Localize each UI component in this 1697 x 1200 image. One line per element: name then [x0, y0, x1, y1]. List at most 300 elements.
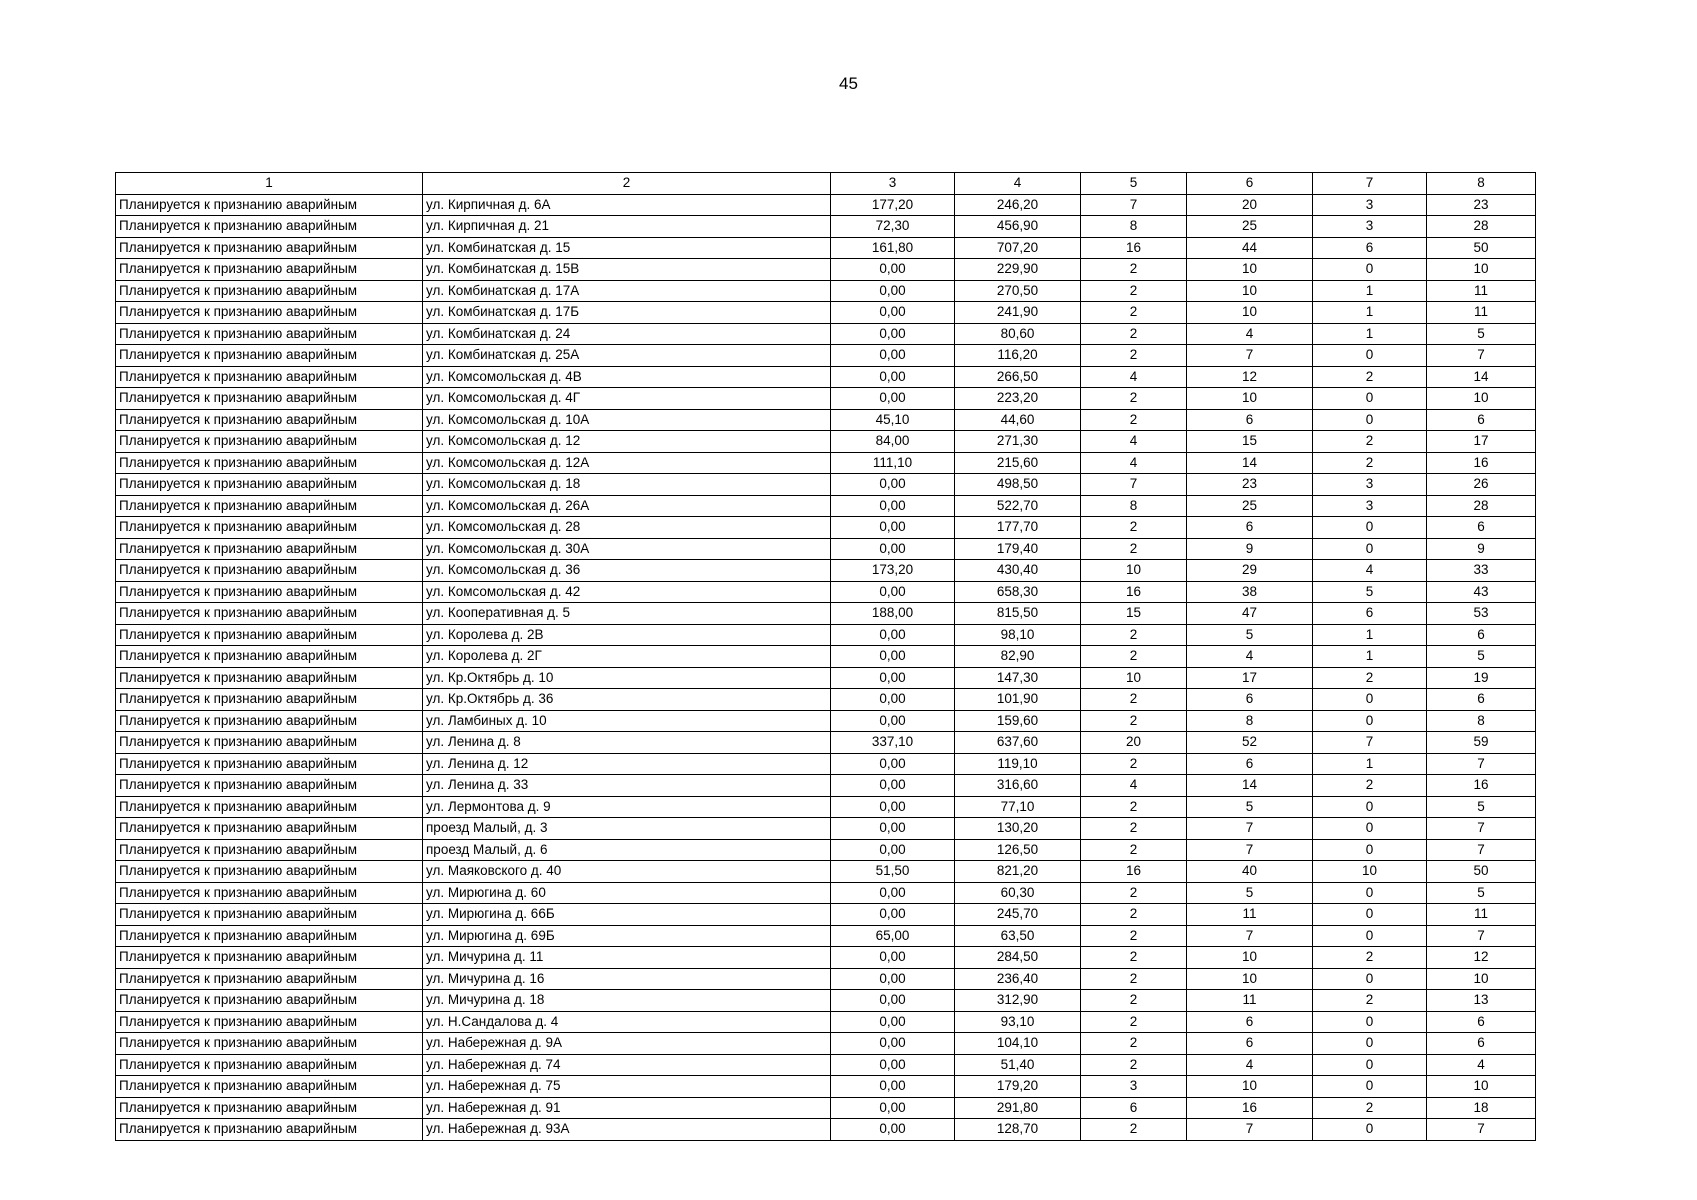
value-col4-cell: 236,40: [955, 968, 1081, 990]
table-row: [116, 474, 1536, 496]
value-col7-cell: 6: [1313, 603, 1427, 625]
value-col6-cell: 11: [1187, 990, 1313, 1012]
column-header-7: 7: [1313, 173, 1427, 195]
column-header-1: 1: [116, 173, 423, 195]
address-cell: ул. Мичурина д. 11: [423, 947, 831, 969]
table-row: [116, 431, 1536, 453]
table-row: [116, 302, 1536, 324]
value-col8-cell: 18: [1427, 1097, 1536, 1119]
table-row: [116, 968, 1536, 990]
value-col5-cell: 2: [1081, 345, 1187, 367]
address-cell: ул. Комсомольская д. 42: [423, 581, 831, 603]
address-cell: ул. Кр.Октябрь д. 36: [423, 689, 831, 711]
value-col4-cell: 223,20: [955, 388, 1081, 410]
value-col6-cell: 6: [1187, 1033, 1313, 1055]
value-col4-cell: 177,70: [955, 517, 1081, 539]
value-col3-cell: 177,20: [831, 194, 955, 216]
value-col4-cell: 119,10: [955, 753, 1081, 775]
table-row: [116, 796, 1536, 818]
status-cell: Планируется к признанию аварийным: [116, 1011, 423, 1033]
value-col3-cell: 0,00: [831, 323, 955, 345]
value-col3-cell: 0,00: [831, 689, 955, 711]
value-col5-cell: 2: [1081, 1011, 1187, 1033]
value-col7-cell: 2: [1313, 947, 1427, 969]
status-cell: Планируется к признанию аварийным: [116, 1119, 423, 1141]
value-col8-cell: 7: [1427, 1119, 1536, 1141]
address-cell: ул. Комсомольская д. 12: [423, 431, 831, 453]
value-col3-cell: 161,80: [831, 237, 955, 259]
address-cell: ул. Мичурина д. 18: [423, 990, 831, 1012]
table-row: [116, 818, 1536, 840]
table-header: [116, 173, 1536, 195]
value-col7-cell: 1: [1313, 646, 1427, 668]
value-col5-cell: 10: [1081, 667, 1187, 689]
address-cell: ул. Комбинатская д. 15В: [423, 259, 831, 281]
address-cell: ул. Набережная д. 74: [423, 1054, 831, 1076]
value-col3-cell: 0,00: [831, 624, 955, 646]
address-cell: ул. Набережная д. 9А: [423, 1033, 831, 1055]
value-col8-cell: 19: [1427, 667, 1536, 689]
value-col4-cell: 498,50: [955, 474, 1081, 496]
value-col7-cell: 2: [1313, 990, 1427, 1012]
status-cell: Планируется к признанию аварийным: [116, 581, 423, 603]
status-cell: Планируется к признанию аварийным: [116, 259, 423, 281]
value-col7-cell: 0: [1313, 710, 1427, 732]
value-col5-cell: 2: [1081, 839, 1187, 861]
value-col5-cell: 2: [1081, 259, 1187, 281]
value-col8-cell: 50: [1427, 237, 1536, 259]
value-col3-cell: 0,00: [831, 259, 955, 281]
table-row: [116, 624, 1536, 646]
column-header-2: 2: [423, 173, 831, 195]
value-col4-cell: 456,90: [955, 216, 1081, 238]
value-col7-cell: 2: [1313, 667, 1427, 689]
value-col4-cell: 98,10: [955, 624, 1081, 646]
value-col3-cell: 0,00: [831, 646, 955, 668]
value-col3-cell: 0,00: [831, 990, 955, 1012]
value-col5-cell: 4: [1081, 452, 1187, 474]
value-col3-cell: 84,00: [831, 431, 955, 453]
address-cell: ул. Комсомольская д. 18: [423, 474, 831, 496]
value-col6-cell: 4: [1187, 323, 1313, 345]
value-col8-cell: 6: [1427, 689, 1536, 711]
column-header-6: 6: [1187, 173, 1313, 195]
value-col7-cell: 1: [1313, 624, 1427, 646]
value-col6-cell: 4: [1187, 1054, 1313, 1076]
value-col7-cell: 0: [1313, 968, 1427, 990]
address-cell: ул. Маяковского д. 40: [423, 861, 831, 883]
value-col3-cell: 0,00: [831, 1011, 955, 1033]
value-col8-cell: 53: [1427, 603, 1536, 625]
value-col5-cell: 2: [1081, 968, 1187, 990]
value-col6-cell: 12: [1187, 366, 1313, 388]
value-col6-cell: 7: [1187, 345, 1313, 367]
value-col4-cell: 101,90: [955, 689, 1081, 711]
value-col5-cell: 3: [1081, 1076, 1187, 1098]
status-cell: Планируется к признанию аварийным: [116, 861, 423, 883]
value-col3-cell: 45,10: [831, 409, 955, 431]
value-col5-cell: 2: [1081, 302, 1187, 324]
value-col7-cell: 0: [1313, 904, 1427, 926]
value-col7-cell: 5: [1313, 581, 1427, 603]
value-col6-cell: 6: [1187, 409, 1313, 431]
address-cell: ул. Кирпичная д. 21: [423, 216, 831, 238]
address-cell: ул. Комсомольская д. 28: [423, 517, 831, 539]
value-col7-cell: 3: [1313, 194, 1427, 216]
value-col3-cell: 0,00: [831, 1033, 955, 1055]
value-col8-cell: 28: [1427, 216, 1536, 238]
value-col7-cell: 0: [1313, 1076, 1427, 1098]
value-col5-cell: 2: [1081, 624, 1187, 646]
value-col5-cell: 2: [1081, 1119, 1187, 1141]
table-row: [116, 667, 1536, 689]
value-col3-cell: 0,00: [831, 775, 955, 797]
value-col4-cell: 116,20: [955, 345, 1081, 367]
value-col5-cell: 2: [1081, 882, 1187, 904]
status-cell: Планируется к признанию аварийным: [116, 904, 423, 926]
value-col8-cell: 23: [1427, 194, 1536, 216]
value-col3-cell: 0,00: [831, 968, 955, 990]
status-cell: Планируется к признанию аварийным: [116, 237, 423, 259]
value-col6-cell: 6: [1187, 753, 1313, 775]
value-col5-cell: 4: [1081, 366, 1187, 388]
value-col6-cell: 6: [1187, 1011, 1313, 1033]
value-col7-cell: 7: [1313, 732, 1427, 754]
address-cell: проезд Малый, д. 6: [423, 839, 831, 861]
value-col6-cell: 16: [1187, 1097, 1313, 1119]
value-col8-cell: 5: [1427, 796, 1536, 818]
status-cell: Планируется к признанию аварийным: [116, 345, 423, 367]
table-row: [116, 388, 1536, 410]
value-col5-cell: 2: [1081, 280, 1187, 302]
status-cell: Планируется к признанию аварийным: [116, 796, 423, 818]
value-col6-cell: 29: [1187, 560, 1313, 582]
status-cell: Планируется к признанию аварийным: [116, 925, 423, 947]
column-header-4: 4: [955, 173, 1081, 195]
value-col5-cell: 2: [1081, 646, 1187, 668]
status-cell: Планируется к признанию аварийным: [116, 194, 423, 216]
status-cell: Планируется к признанию аварийным: [116, 882, 423, 904]
value-col7-cell: 6: [1313, 237, 1427, 259]
status-cell: Планируется к признанию аварийным: [116, 323, 423, 345]
value-col6-cell: 7: [1187, 839, 1313, 861]
value-col6-cell: 9: [1187, 538, 1313, 560]
value-col7-cell: 2: [1313, 366, 1427, 388]
value-col7-cell: 2: [1313, 431, 1427, 453]
value-col5-cell: 8: [1081, 495, 1187, 517]
value-col3-cell: 0,00: [831, 1054, 955, 1076]
value-col3-cell: 0,00: [831, 280, 955, 302]
value-col5-cell: 4: [1081, 431, 1187, 453]
value-col7-cell: 2: [1313, 775, 1427, 797]
value-col8-cell: 11: [1427, 904, 1536, 926]
value-col4-cell: 82,90: [955, 646, 1081, 668]
table-row: [116, 925, 1536, 947]
status-cell: Планируется к признанию аварийным: [116, 302, 423, 324]
value-col3-cell: 0,00: [831, 882, 955, 904]
value-col7-cell: 0: [1313, 259, 1427, 281]
value-col8-cell: 16: [1427, 775, 1536, 797]
value-col5-cell: 2: [1081, 689, 1187, 711]
value-col4-cell: 637,60: [955, 732, 1081, 754]
column-header-8: 8: [1427, 173, 1536, 195]
housing-table: [115, 172, 1536, 1141]
value-col8-cell: 6: [1427, 1011, 1536, 1033]
value-col7-cell: 0: [1313, 1033, 1427, 1055]
value-col4-cell: 93,10: [955, 1011, 1081, 1033]
status-cell: Планируется к признанию аварийным: [116, 732, 423, 754]
address-cell: ул. Ламбиных д. 10: [423, 710, 831, 732]
value-col5-cell: 6: [1081, 1097, 1187, 1119]
value-col5-cell: 15: [1081, 603, 1187, 625]
value-col4-cell: 271,30: [955, 431, 1081, 453]
status-cell: Планируется к признанию аварийным: [116, 409, 423, 431]
table-row: [116, 194, 1536, 216]
value-col8-cell: 33: [1427, 560, 1536, 582]
value-col8-cell: 5: [1427, 323, 1536, 345]
value-col8-cell: 11: [1427, 302, 1536, 324]
value-col8-cell: 11: [1427, 280, 1536, 302]
table-row: [116, 1076, 1536, 1098]
value-col8-cell: 4: [1427, 1054, 1536, 1076]
status-cell: Планируется к признанию аварийным: [116, 710, 423, 732]
value-col6-cell: 7: [1187, 925, 1313, 947]
value-col6-cell: 10: [1187, 968, 1313, 990]
value-col4-cell: 522,70: [955, 495, 1081, 517]
table-row: [116, 1033, 1536, 1055]
address-cell: ул. Лермонтова д. 9: [423, 796, 831, 818]
value-col5-cell: 20: [1081, 732, 1187, 754]
status-cell: Планируется к признанию аварийным: [116, 216, 423, 238]
address-cell: ул. Комбинатская д. 15: [423, 237, 831, 259]
value-col7-cell: 0: [1313, 839, 1427, 861]
value-col8-cell: 13: [1427, 990, 1536, 1012]
value-col4-cell: 80,60: [955, 323, 1081, 345]
value-col6-cell: 10: [1187, 280, 1313, 302]
address-cell: ул. Набережная д. 75: [423, 1076, 831, 1098]
address-cell: ул. Комсомольская д. 12А: [423, 452, 831, 474]
value-col3-cell: 0,00: [831, 388, 955, 410]
table-row: [116, 495, 1536, 517]
value-col5-cell: 7: [1081, 194, 1187, 216]
value-col8-cell: 59: [1427, 732, 1536, 754]
value-col8-cell: 6: [1427, 409, 1536, 431]
value-col8-cell: 6: [1427, 624, 1536, 646]
address-cell: ул. Кр.Октябрь д. 10: [423, 667, 831, 689]
value-col5-cell: 2: [1081, 538, 1187, 560]
value-col7-cell: 2: [1313, 1097, 1427, 1119]
value-col5-cell: 2: [1081, 818, 1187, 840]
value-col4-cell: 316,60: [955, 775, 1081, 797]
value-col3-cell: 0,00: [831, 581, 955, 603]
value-col8-cell: 7: [1427, 818, 1536, 840]
address-cell: ул. Комсомольская д. 10А: [423, 409, 831, 431]
value-col8-cell: 10: [1427, 968, 1536, 990]
status-cell: Планируется к признанию аварийным: [116, 947, 423, 969]
status-cell: Планируется к признанию аварийным: [116, 1033, 423, 1055]
value-col7-cell: 0: [1313, 1119, 1427, 1141]
table-row: [116, 1097, 1536, 1119]
value-col6-cell: 8: [1187, 710, 1313, 732]
address-cell: ул. Набережная д. 91: [423, 1097, 831, 1119]
header-row: [116, 173, 1536, 195]
value-col3-cell: 0,00: [831, 796, 955, 818]
value-col8-cell: 16: [1427, 452, 1536, 474]
table-row: [116, 990, 1536, 1012]
address-cell: ул. Мирюгина д. 66Б: [423, 904, 831, 926]
status-cell: Планируется к признанию аварийным: [116, 560, 423, 582]
address-cell: ул. Н.Сандалова д. 4: [423, 1011, 831, 1033]
value-col3-cell: 65,00: [831, 925, 955, 947]
value-col8-cell: 10: [1427, 259, 1536, 281]
status-cell: Планируется к признанию аварийным: [116, 1097, 423, 1119]
value-col5-cell: 2: [1081, 710, 1187, 732]
value-col8-cell: 8: [1427, 710, 1536, 732]
table-row: [116, 345, 1536, 367]
column-header-3: 3: [831, 173, 955, 195]
value-col3-cell: 0,00: [831, 345, 955, 367]
table-row: [116, 538, 1536, 560]
table-row: [116, 732, 1536, 754]
value-col7-cell: 3: [1313, 495, 1427, 517]
table-row: [116, 452, 1536, 474]
status-cell: Планируется к признанию аварийным: [116, 495, 423, 517]
value-col4-cell: 815,50: [955, 603, 1081, 625]
value-col6-cell: 52: [1187, 732, 1313, 754]
status-cell: Планируется к признанию аварийным: [116, 818, 423, 840]
address-cell: ул. Ленина д. 8: [423, 732, 831, 754]
value-col5-cell: 2: [1081, 796, 1187, 818]
value-col4-cell: 63,50: [955, 925, 1081, 947]
table-row: [116, 366, 1536, 388]
value-col7-cell: 0: [1313, 1011, 1427, 1033]
table-row: [116, 259, 1536, 281]
status-cell: Планируется к признанию аварийным: [116, 280, 423, 302]
value-col4-cell: 179,40: [955, 538, 1081, 560]
value-col6-cell: 15: [1187, 431, 1313, 453]
value-col6-cell: 23: [1187, 474, 1313, 496]
value-col4-cell: 291,80: [955, 1097, 1081, 1119]
address-cell: проезд Малый, д. 3: [423, 818, 831, 840]
table-row: [116, 689, 1536, 711]
value-col6-cell: 25: [1187, 495, 1313, 517]
address-cell: ул. Комсомольская д. 36: [423, 560, 831, 582]
value-col6-cell: 10: [1187, 947, 1313, 969]
status-cell: Планируется к признанию аварийным: [116, 667, 423, 689]
value-col8-cell: 5: [1427, 646, 1536, 668]
value-col7-cell: 1: [1313, 323, 1427, 345]
address-cell: ул. Комбинатская д. 24: [423, 323, 831, 345]
value-col7-cell: 0: [1313, 689, 1427, 711]
value-col3-cell: 0,00: [831, 517, 955, 539]
value-col7-cell: 1: [1313, 302, 1427, 324]
value-col6-cell: 7: [1187, 1119, 1313, 1141]
status-cell: Планируется к признанию аварийным: [116, 990, 423, 1012]
value-col3-cell: 0,00: [831, 495, 955, 517]
value-col8-cell: 12: [1427, 947, 1536, 969]
value-col4-cell: 707,20: [955, 237, 1081, 259]
value-col4-cell: 179,20: [955, 1076, 1081, 1098]
table-row: [116, 517, 1536, 539]
value-col8-cell: 5: [1427, 882, 1536, 904]
value-col4-cell: 245,70: [955, 904, 1081, 926]
value-col7-cell: 0: [1313, 796, 1427, 818]
address-cell: ул. Набережная д. 93А: [423, 1119, 831, 1141]
value-col8-cell: 28: [1427, 495, 1536, 517]
value-col5-cell: 2: [1081, 517, 1187, 539]
value-col4-cell: 266,50: [955, 366, 1081, 388]
value-col8-cell: 7: [1427, 925, 1536, 947]
address-cell: ул. Комсомольская д. 30А: [423, 538, 831, 560]
address-cell: ул. Кирпичная д. 6А: [423, 194, 831, 216]
value-col8-cell: 17: [1427, 431, 1536, 453]
value-col7-cell: 0: [1313, 345, 1427, 367]
table-row: [116, 1054, 1536, 1076]
status-cell: Планируется к признанию аварийным: [116, 388, 423, 410]
value-col7-cell: 10: [1313, 861, 1427, 883]
value-col3-cell: 0,00: [831, 904, 955, 926]
address-cell: ул. Комсомольская д. 4В: [423, 366, 831, 388]
value-col6-cell: 25: [1187, 216, 1313, 238]
value-col4-cell: 126,50: [955, 839, 1081, 861]
table-row: [116, 323, 1536, 345]
address-cell: ул. Королева д. 2В: [423, 624, 831, 646]
value-col6-cell: 7: [1187, 818, 1313, 840]
address-cell: ул. Кооперативная д. 5: [423, 603, 831, 625]
address-cell: ул. Комсомольская д. 4Г: [423, 388, 831, 410]
value-col7-cell: 0: [1313, 1054, 1427, 1076]
address-cell: ул. Ленина д. 33: [423, 775, 831, 797]
address-cell: ул. Комбинатская д. 17А: [423, 280, 831, 302]
value-col5-cell: 16: [1081, 237, 1187, 259]
value-col8-cell: 9: [1427, 538, 1536, 560]
status-cell: Планируется к признанию аварийным: [116, 366, 423, 388]
table-row: [116, 646, 1536, 668]
value-col4-cell: 270,50: [955, 280, 1081, 302]
value-col7-cell: 3: [1313, 474, 1427, 496]
value-col5-cell: 2: [1081, 323, 1187, 345]
value-col3-cell: 0,00: [831, 667, 955, 689]
value-col7-cell: 0: [1313, 818, 1427, 840]
value-col6-cell: 14: [1187, 452, 1313, 474]
value-col5-cell: 2: [1081, 904, 1187, 926]
table-row: [116, 947, 1536, 969]
table-row: [116, 603, 1536, 625]
value-col8-cell: 50: [1427, 861, 1536, 883]
status-cell: Планируется к признанию аварийным: [116, 839, 423, 861]
value-col4-cell: 241,90: [955, 302, 1081, 324]
value-col4-cell: 128,70: [955, 1119, 1081, 1141]
value-col4-cell: 147,30: [955, 667, 1081, 689]
value-col4-cell: 215,60: [955, 452, 1081, 474]
table-row: [116, 560, 1536, 582]
status-cell: Планируется к признанию аварийным: [116, 1076, 423, 1098]
value-col7-cell: 1: [1313, 753, 1427, 775]
value-col3-cell: 51,50: [831, 861, 955, 883]
value-col8-cell: 7: [1427, 345, 1536, 367]
value-col4-cell: 284,50: [955, 947, 1081, 969]
status-cell: Планируется к признанию аварийным: [116, 517, 423, 539]
value-col4-cell: 658,30: [955, 581, 1081, 603]
value-col3-cell: 0,00: [831, 1097, 955, 1119]
value-col5-cell: 2: [1081, 947, 1187, 969]
table-row: [116, 775, 1536, 797]
value-col4-cell: 159,60: [955, 710, 1081, 732]
table-row: [116, 1119, 1536, 1141]
table-body: [116, 194, 1536, 1140]
table-row: [116, 409, 1536, 431]
address-cell: ул. Ленина д. 12: [423, 753, 831, 775]
